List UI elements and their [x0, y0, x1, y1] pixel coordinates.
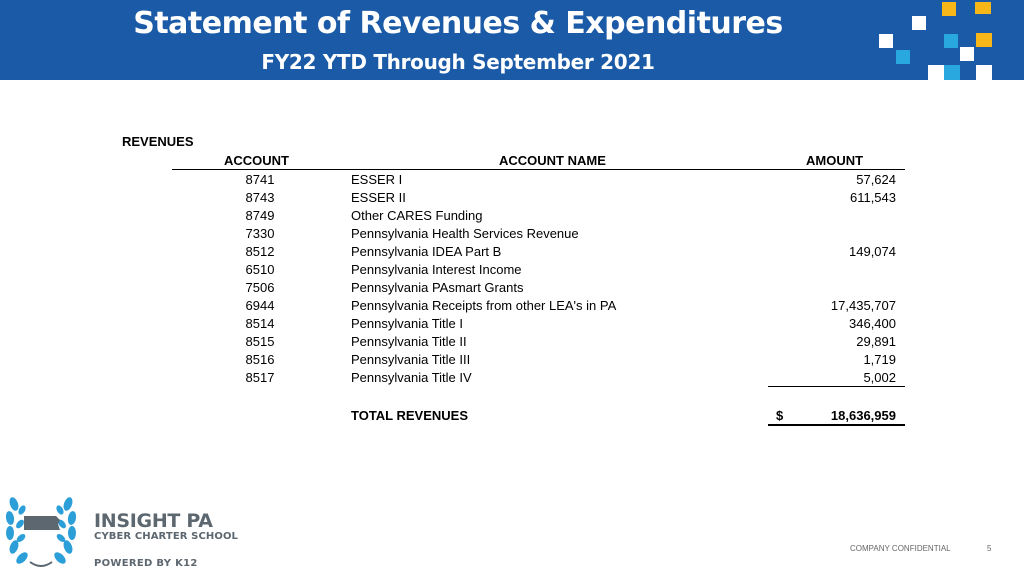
confidential-label: COMPANY CONFIDENTIAL [850, 544, 951, 553]
deco-square [976, 33, 992, 47]
account-name: ESSER II [351, 190, 406, 205]
account-number: 7506 [245, 280, 275, 295]
account-number: 8514 [245, 316, 275, 331]
amount: 611,543 [849, 190, 896, 205]
table-row [0, 280, 1024, 298]
deco-square [944, 34, 958, 48]
amount: 17,435,707 [830, 298, 896, 313]
deco-square [942, 2, 956, 16]
column-header-account-name: ACCOUNT NAME [499, 153, 606, 168]
logo-powered-by: POWERED BY K12 [94, 558, 198, 569]
total-currency: $ [776, 408, 784, 423]
account-name: Pennsylvania Title II [351, 334, 467, 349]
account-number: 8517 [245, 370, 275, 385]
amount: 149,074 [849, 244, 896, 259]
account-name: Pennsylvania Health Services Revenue [351, 226, 579, 241]
account-number: 8512 [245, 244, 275, 259]
account-name: Other CARES Funding [351, 208, 483, 223]
table-row [0, 334, 1024, 352]
total-label: TOTAL REVENUES [351, 408, 469, 423]
account-name: Pennsylvania Interest Income [351, 262, 522, 277]
amount: 5,002 [863, 370, 896, 385]
page-number: 5 [987, 544, 992, 553]
account-name: Pennsylvania Title I [351, 316, 464, 331]
account-name: Pennsylvania Title IV [351, 370, 472, 385]
subtotal-rule [768, 386, 905, 387]
table-row [0, 316, 1024, 334]
deco-square [896, 50, 910, 64]
account-name: Pennsylvania Title III [351, 352, 471, 367]
account-number: 7330 [245, 226, 275, 241]
table-row [0, 244, 1024, 262]
column-header-account: ACCOUNT [224, 153, 289, 168]
account-number: 8515 [245, 334, 275, 349]
deco-square [944, 65, 960, 80]
account-number: 6944 [245, 298, 275, 313]
deco-square [879, 34, 893, 48]
deco-square [912, 16, 926, 30]
section-label: REVENUES [122, 134, 194, 149]
column-header-amount: AMOUNT [806, 153, 864, 168]
account-name: Pennsylvania Receipts from other LEA's in PA [351, 298, 617, 313]
page-title: Statement of Revenues & Expenditures [133, 6, 783, 41]
deco-square [928, 65, 944, 80]
deco-square [975, 2, 991, 14]
account-name: Pennsylvania PAsmart Grants [351, 280, 524, 295]
deco-square [976, 65, 992, 80]
account-name: ESSER I [351, 172, 403, 187]
logo-name: INSIGHT PA [94, 510, 213, 532]
account-number: 8741 [245, 172, 275, 187]
table-row [0, 226, 1024, 244]
amount: 29,891 [856, 334, 896, 349]
account-number: 6510 [245, 262, 275, 277]
table-row [0, 262, 1024, 280]
amount: 57,624 [856, 172, 896, 187]
amount: 1,719 [863, 352, 896, 367]
header-rule [172, 169, 905, 170]
header-band [0, 0, 1024, 80]
table-row [0, 190, 1024, 208]
account-name: Pennsylvania IDEA Part B [351, 244, 502, 259]
account-number: 8743 [245, 190, 275, 205]
account-number: 8749 [245, 208, 275, 223]
page-subtitle: FY22 YTD Through September 2021 [261, 50, 655, 74]
amount: 346,400 [849, 316, 896, 331]
deco-square [960, 47, 974, 61]
table-row [0, 298, 1024, 316]
table-row [0, 352, 1024, 370]
table-row [0, 208, 1024, 226]
logo-subtitle: CYBER CHARTER SCHOOL [94, 531, 239, 542]
account-number: 8516 [245, 352, 275, 367]
table-row [0, 172, 1024, 190]
total-amount: 18,636,959 [830, 408, 896, 423]
total-rule [768, 424, 905, 426]
